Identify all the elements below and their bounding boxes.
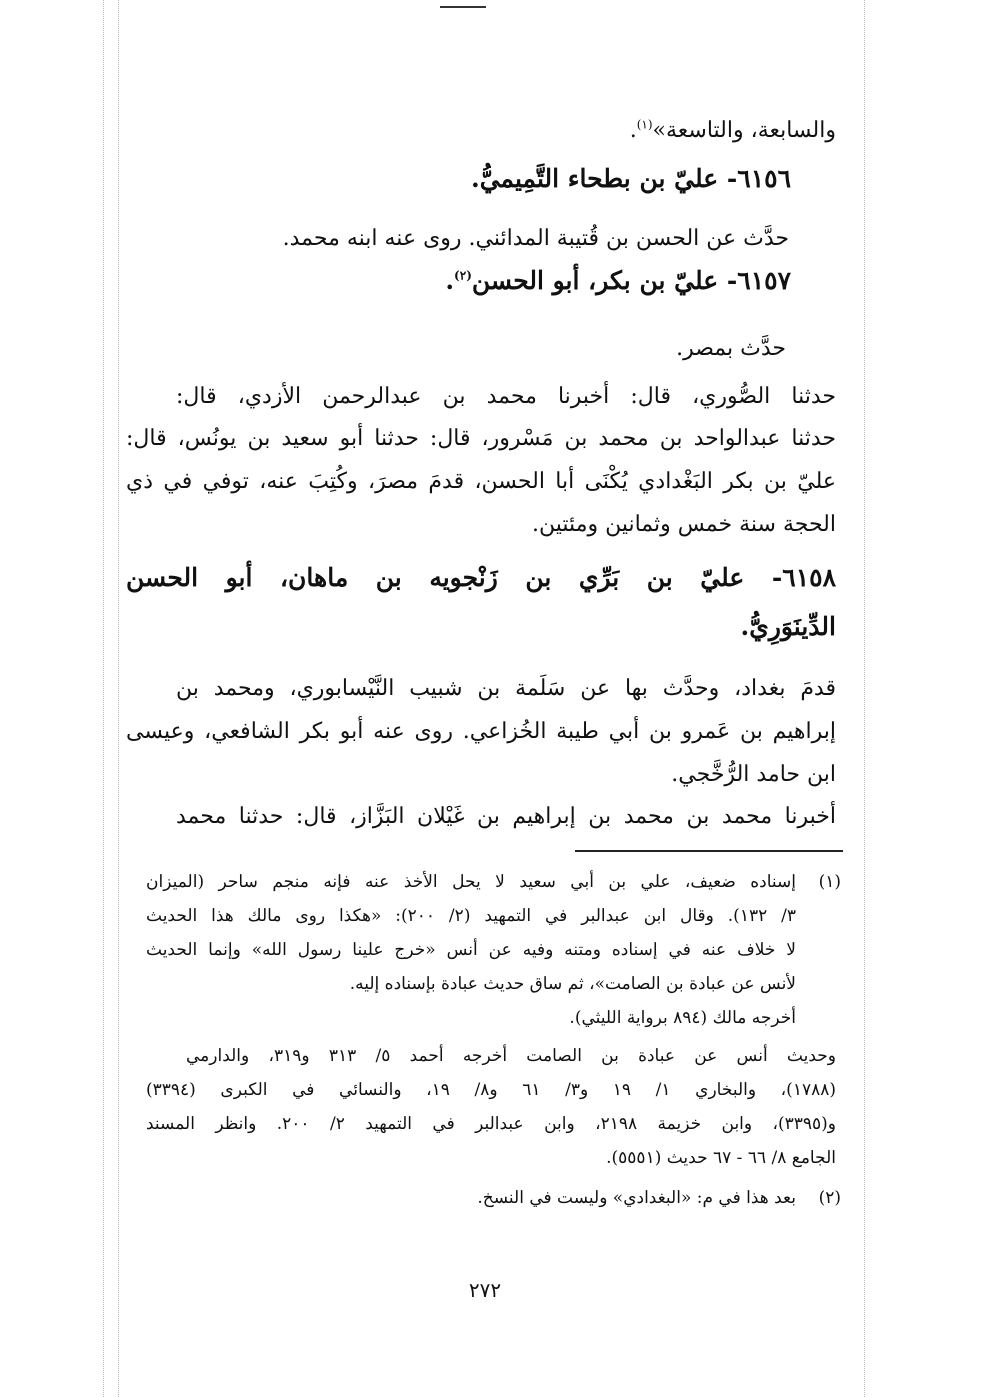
entry-6157-text-1: حدَّث بمصر. — [676, 336, 786, 361]
footnote-1-line: لأنس عن عبادة بن الصامت»، ثم ساق حديث عبادة بإسناده إليه. — [349, 974, 796, 994]
entry-6158-text-3: ابن حامد الرُّخَّجي. — [671, 762, 836, 787]
footnote-1-number: (١) — [818, 872, 841, 892]
page-number: ٢٧٢ — [468, 1278, 502, 1302]
period: . — [445, 266, 455, 295]
entry-6158-text-2: إبراهيم بن عَمرو بن أبي طيبة الخُزاعي. روى عنه أبو بكر الشافعي، وعيسى — [126, 719, 836, 744]
continuation-line — [630, 116, 836, 146]
entry-6158-heading-2: الدِّينَوَرِيُّ. — [740, 612, 836, 641]
entry-6156-heading: ٦١٥٦- عليّ بن بطحاء التَّمِيميُّ. — [470, 164, 791, 193]
scan-edge-left-inner — [118, 0, 119, 1397]
footnote-ref-1: (١) — [636, 117, 653, 132]
footnote-1-line: (١٧٨٨)، والبخاري ١/ ١٩ و٣/ ٦١ و٨/ ١٩، والنسائي في الكبرى (٣٣٩٤) — [146, 1080, 836, 1100]
entry-6157-text-2: حدثنا الصُّوري، قال: أخبرنا محمد بن عبدالرحمن الأزدي، قال: — [176, 384, 836, 409]
footnote-1-line: ٣/ ١٣٢). وقال ابن عبدالبر في التمهيد (٢/ ٢٠٠): «هكذا روى مالك هذا الحديث — [146, 906, 796, 926]
footnote-ref-2: (٢) — [454, 268, 472, 283]
entry-6158-text-1: قدمَ بغداد، وحدَّث بها عن سَلَمة بن شبيب النَّيْسابوري، ومحمد بن — [176, 676, 836, 701]
footnote-1-line: أخرجه مالك (٨٩٤ برواية الليثي). — [569, 1008, 796, 1028]
continuation-text: والسابعة، والتاسعة» — [652, 118, 836, 143]
footnote-1-line: إسناده ضعيف، علي بن أبي سعيد لا يحل الأخذ عنه فإنه منجم ساحر (الميزان — [146, 872, 796, 892]
entry-6157-text-5: الحجة سنة خمس وثمانين ومئتين. — [532, 512, 836, 537]
entry-6158-heading-1: ٦١٥٨- عليّ بن بَرِّي بن زَنْجويه بن ماهان، أبو الحسن — [126, 563, 836, 592]
top-rule — [440, 6, 486, 8]
period: . — [629, 118, 637, 143]
footnote-2-line: بعد هذا في م: «البغدادي» وليست في النسخ. — [477, 1188, 796, 1208]
entry-6157-heading — [445, 266, 791, 296]
scan-edge-right — [864, 0, 865, 1397]
entry-6156-text: حدَّث عن الحسن بن قُتيبة المدائني. روى عنه ابنه محمد. — [282, 226, 789, 251]
entry-6157-text-4: عليّ بن بكر البَغْدادي يُكْنَى أبا الحسن، قدمَ مصرَ، وكُتِبَ عنه، توفي في ذي — [126, 469, 836, 494]
entry-6158-text-4: أخبرنا محمد بن محمد بن إبراهيم بن غَيْلان البَزَّاز، قال: حدثنا محمد — [176, 804, 836, 829]
footnote-2-number: (٢) — [818, 1188, 841, 1208]
footnote-1-line: لا خلاف عنه في إسناده ومتنه وفيه عن أنس «خرج علينا رسول الله» وإنما الحديث — [146, 940, 796, 960]
footnote-separator — [575, 850, 843, 852]
entry-6157-text-3: حدثنا عبدالواحد بن محمد بن مَسْرور، قال: حدثنا أبو سعيد بن يونُس، قال: — [126, 426, 836, 451]
entry-6157-heading-text: ٦١٥٧- عليّ بن بكر، أبو الحسن — [471, 266, 791, 295]
footnote-1-line: و(٣٣٩٥)، وابن خزيمة ٢١٩٨، وابن عبدالبر في التمهيد ٢/ ٢٠٠. وانظر المسند — [146, 1114, 837, 1134]
footnote-1-line: الجامع ٨/ ٦٦ - ٦٧ حديث (٥٥٥١). — [606, 1148, 836, 1168]
scan-edge-left — [103, 0, 104, 1397]
footnote-1-line: وحديث أنس عن عبادة بن الصامت أخرجه أحمد ٥/ ٣١٣ و٣١٩، والدارمي — [186, 1046, 836, 1066]
